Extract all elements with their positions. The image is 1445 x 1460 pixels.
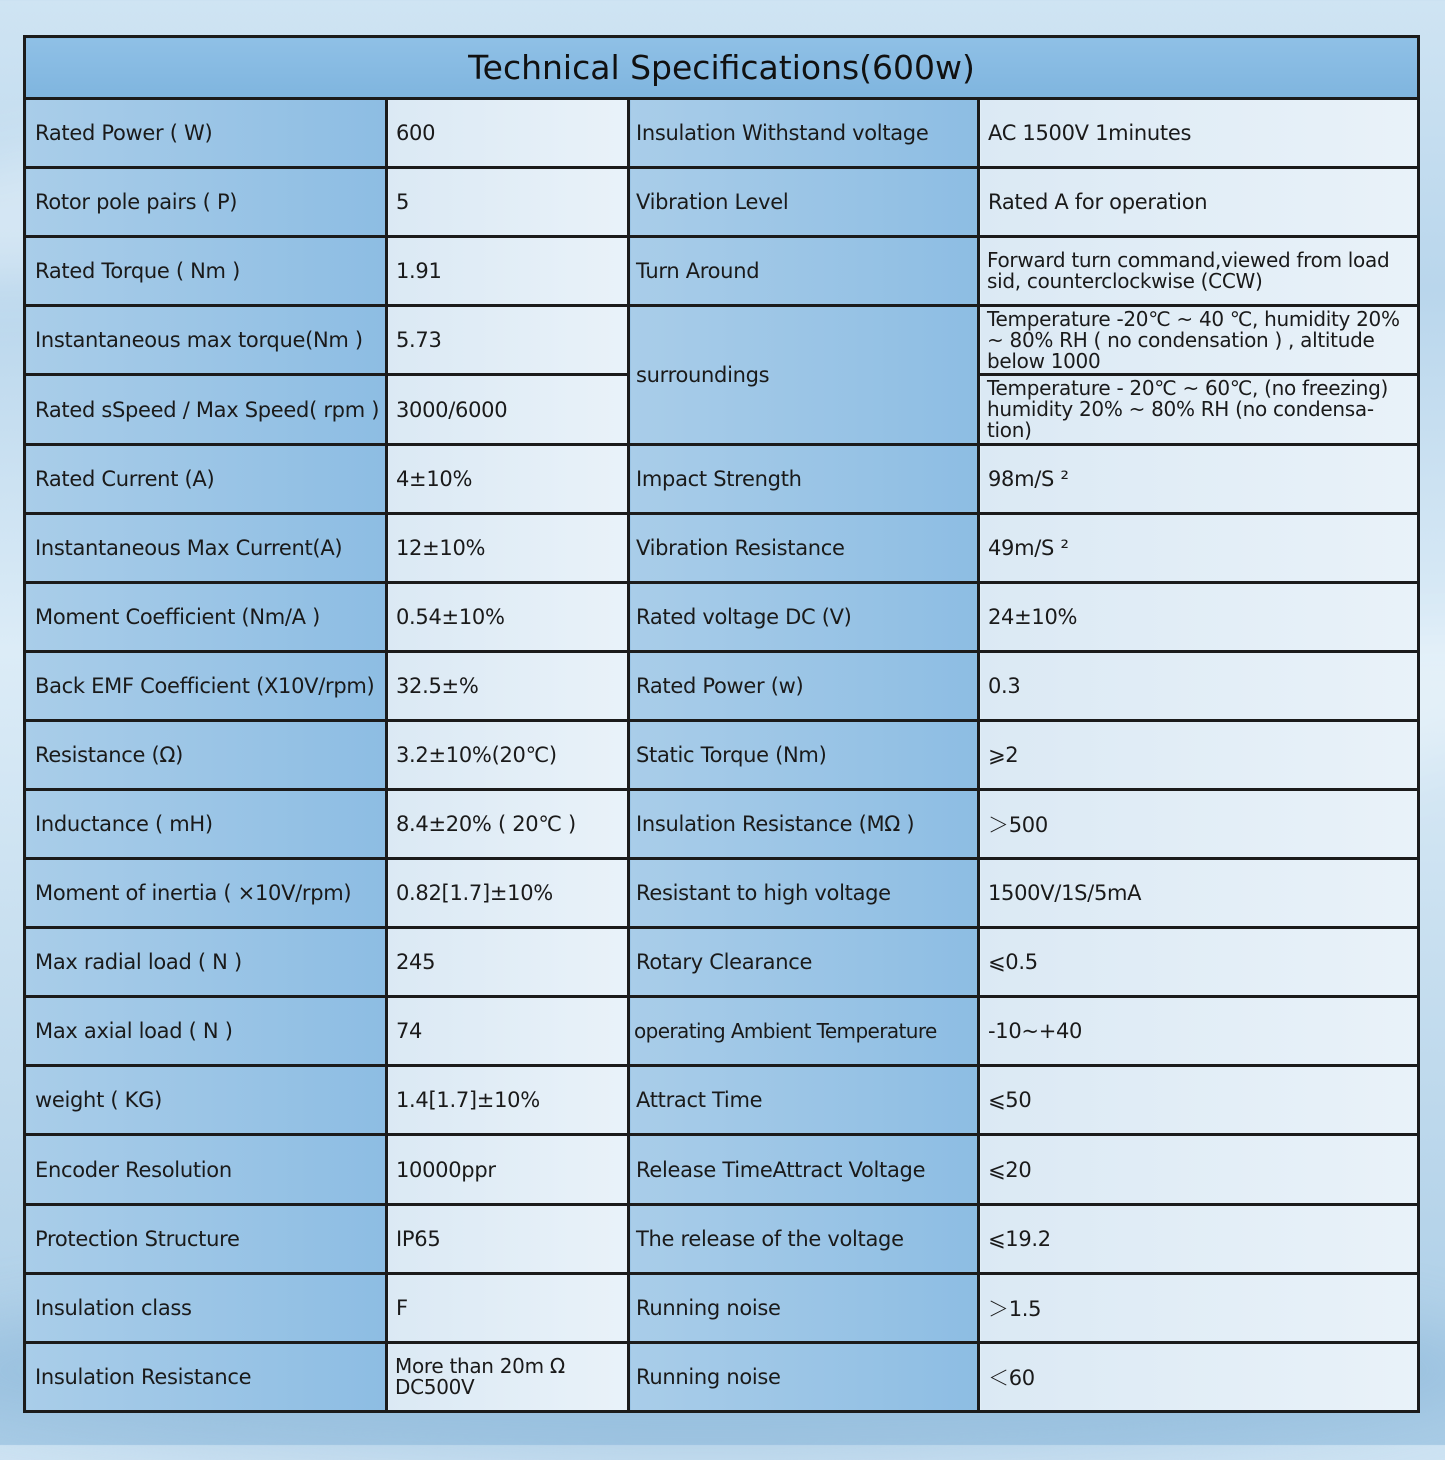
table-row: [25, 1342, 1419, 1411]
spec-label: Insulation Resistance: [25, 1342, 387, 1411]
spec-value: 3000/6000: [387, 375, 629, 444]
table-row: [25, 513, 1419, 582]
spec-label: Rated Power ( W): [25, 99, 387, 168]
spec-value: 600: [387, 99, 629, 168]
spec-value: ＜60: [979, 1342, 1419, 1411]
spec-value: ⩾2: [979, 720, 1419, 789]
spec-value: More than 20m Ω DC500V: [387, 1342, 629, 1411]
spec-value: ⩽0.5: [979, 928, 1419, 997]
spec-label: Release TimeAttract Voltage: [629, 1135, 979, 1204]
spec-value: 4±10%: [387, 444, 629, 513]
spec-label: Protection Structure: [25, 1204, 387, 1273]
spec-value: 24±10%: [979, 582, 1419, 651]
spec-value: 74: [387, 997, 629, 1066]
spec-label: Rated Power (w): [629, 651, 979, 720]
spec-value: 49m/S ²: [979, 513, 1419, 582]
spec-label: Vibration Resistance: [629, 513, 979, 582]
spec-value: Forward turn command,viewed from load sid, counterclockwise (CCW): [979, 237, 1419, 306]
spec-label: weight ( KG): [25, 1066, 387, 1135]
spec-value: F: [387, 1273, 629, 1342]
spec-value: ⩽50: [979, 1066, 1419, 1135]
spec-value: Temperature -20℃ ~ 40 ℃, humidity 20% ~ 80% RH ( no condensation ) , altitude below 1000: [979, 306, 1419, 375]
spec-value: 3.2±10%(20℃): [387, 720, 629, 789]
spec-value: 0.3: [979, 651, 1419, 720]
table-row: [25, 720, 1419, 789]
spec-value: -10~+40: [979, 997, 1419, 1066]
table-row: [25, 928, 1419, 997]
spec-label: Instantaneous Max Current(A): [25, 513, 387, 582]
spec-label: Insulation class: [25, 1273, 387, 1342]
spec-value: 98m/S ²: [979, 444, 1419, 513]
spec-label: Moment of inertia ( ×10V/rpm): [25, 859, 387, 928]
spec-value: ⩽19.2: [979, 1204, 1419, 1273]
table-row: [25, 99, 1419, 168]
spec-label: Back EMF Coefficient (X10V/rpm): [25, 651, 387, 720]
table-row: [25, 1066, 1419, 1135]
spec-label: Resistance (Ω): [25, 720, 387, 789]
table-row: [25, 582, 1419, 651]
spec-label: Running noise: [629, 1273, 979, 1342]
spec-value: 10000ppr: [387, 1135, 629, 1204]
title-row: [25, 37, 1419, 99]
table-row: [25, 1135, 1419, 1204]
spec-label: Instantaneous max torque(Nm ): [25, 306, 387, 375]
spec-label: Resistant to high voltage: [629, 859, 979, 928]
table-row: [25, 1204, 1419, 1273]
spec-label: Rated Current (A): [25, 444, 387, 513]
spec-value: IP65: [387, 1204, 629, 1273]
spec-label: operating Ambient Temperature: [629, 997, 979, 1066]
spec-value: 245: [387, 928, 629, 997]
spec-value: 0.54±10%: [387, 582, 629, 651]
spec-label: Insulation Resistance (MΩ ): [629, 790, 979, 859]
table-row: [25, 859, 1419, 928]
spec-label: Moment Coefficient (Nm/A ): [25, 582, 387, 651]
spec-value: ⩽20: [979, 1135, 1419, 1204]
spec-label: Rotary Clearance: [629, 928, 979, 997]
table-row: [25, 1273, 1419, 1342]
spec-value: 0.82[1.7]±10%: [387, 859, 629, 928]
spec-label: Rated sSpeed / Max Speed( rpm ): [25, 375, 387, 444]
spec-value: 5.73: [387, 306, 629, 375]
spec-value: Rated A for operation: [979, 168, 1419, 237]
spec-value: 8.4±20% ( 20℃ ): [387, 790, 629, 859]
table-title: Technical Specifications(600w): [25, 37, 1419, 99]
table-row: [25, 237, 1419, 306]
table-row: [25, 306, 1419, 375]
spec-value: 12±10%: [387, 513, 629, 582]
spec-label: Encoder Resolution: [25, 1135, 387, 1204]
spec-value: 1500V/1S/5mA: [979, 859, 1419, 928]
spec-value: ＞500: [979, 790, 1419, 859]
spec-label: Rotor pole pairs ( P): [25, 168, 387, 237]
spec-label: Turn Around: [629, 237, 979, 306]
spec-label: Inductance ( mH): [25, 790, 387, 859]
spec-label: Impact Strength: [629, 444, 979, 513]
spec-label: surroundings: [629, 306, 979, 444]
table-row: [25, 168, 1419, 237]
spec-label: Rated Torque ( Nm ): [25, 237, 387, 306]
spec-label: The release of the voltage: [629, 1204, 979, 1273]
spec-label: Static Torque (Nm): [629, 720, 979, 789]
spec-value: ＞1.5: [979, 1273, 1419, 1342]
spec-label: Max axial load ( N ): [25, 997, 387, 1066]
specifications-table: [23, 35, 1420, 1413]
table-row: [25, 790, 1419, 859]
spec-value: 32.5±%: [387, 651, 629, 720]
spec-value: 1.91: [387, 237, 629, 306]
spec-label: Running noise: [629, 1342, 979, 1411]
spec-value: 1.4[1.7]±10%: [387, 1066, 629, 1135]
spec-value: 5: [387, 168, 629, 237]
spec-label: Vibration Level: [629, 168, 979, 237]
spec-label: Insulation Withstand voltage: [629, 99, 979, 168]
spec-label: Attract Time: [629, 1066, 979, 1135]
table-row: [25, 651, 1419, 720]
spec-value: AC 1500V 1minutes: [979, 99, 1419, 168]
spec-label: Max radial load ( N ): [25, 928, 387, 997]
table-row: [25, 444, 1419, 513]
table-row: [25, 997, 1419, 1066]
spec-label: Rated voltage DC (V): [629, 582, 979, 651]
spec-value: Temperature - 20℃ ~ 60℃, (no freezing) humidity 20% ~ 80% RH (no condensa-tion): [979, 375, 1419, 444]
